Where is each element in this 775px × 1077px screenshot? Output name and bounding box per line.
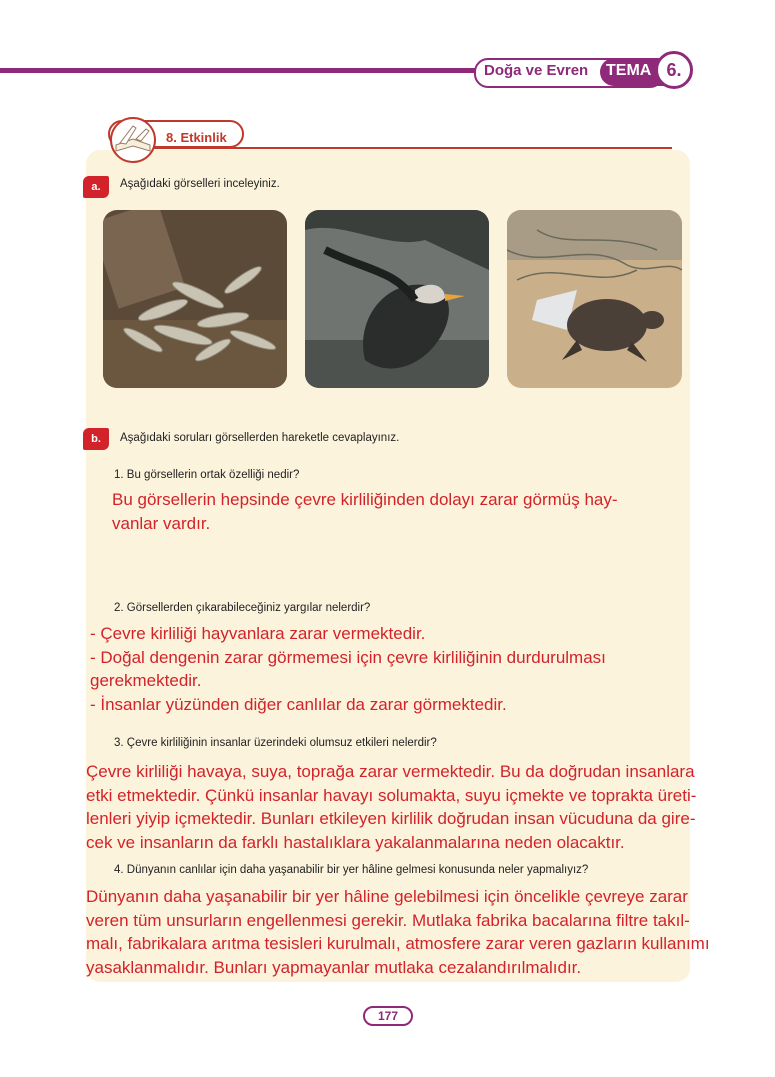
- section-a-instruction: Aşağıdaki görselleri inceleyiniz.: [120, 178, 280, 190]
- book-icon: [106, 113, 162, 163]
- answer-line: - Çevre kirliliği hayvanlara zarar vermektedir.: [90, 624, 426, 643]
- answer-line: - Doğal dengenin zarar görmemesi için çevre kirliliğinin durdurulması: [90, 647, 606, 667]
- answer-line: lenleri yiyip içmektedir. Bunları etkileyen kirlilik doğrudan insan vücuduna da gire-: [86, 809, 696, 828]
- oil-covered-bird-photo: [305, 210, 489, 388]
- answer-line: - İnsanlar yüzünden diğer canlılar da zarar görmektedir.: [90, 694, 507, 714]
- answer-line: veren tüm unsurların engellenmesi gerekir. Mutlaka fabrika bacalarına filtre takıl-: [86, 910, 690, 930]
- page-number: 177: [377, 1009, 399, 1023]
- answer-line: vanlar vardır.: [112, 513, 211, 533]
- question-4: 4. Dünyanın canlılar için daha yaşanabilir bir yer hâline gelmesi konusunda neler yapmalıyız?: [114, 864, 589, 876]
- turtle-in-net-photo: [507, 210, 682, 388]
- answer-line: malı, fabrikalara arıtma tesisleri kurulmalı, atmosfere zarar veren gazların kullanımı: [86, 934, 710, 953]
- answer-3: [86, 760, 770, 854]
- dead-fish-photo: [103, 210, 287, 388]
- answer-line: Çevre kirliliği havaya, suya, toprağa zarar vermektedir. Bu da doğrudan insanlara: [86, 762, 695, 781]
- section-a-marker: a.: [83, 176, 109, 198]
- question-2: 2. Görsellerden çıkarabileceğiniz yargılar nelerdir?: [114, 602, 371, 614]
- question-1: 1. Bu görsellerin ortak özelliği nedir?: [114, 469, 300, 481]
- answer-line: Dünyanın daha yaşanabilir bir yer hâline gelebilmesi için öncelikle çevreye zarar: [86, 887, 688, 906]
- answer-2: [90, 622, 685, 716]
- section-b-instruction: Aşağıdaki soruları görsellerden hareketle cevaplayınız.: [120, 432, 400, 444]
- answer-line: cek ve insanların da farklı hastalıklara yakalanmalarına neden olacaktır.: [86, 832, 625, 852]
- tema-number: 6.: [666, 60, 682, 80]
- activity-title: 8. Etkinlik: [166, 130, 227, 145]
- question-3: 3. Çevre kirliliğinin insanlar üzerindeki olumsuz etkileri nelerdir?: [114, 737, 437, 749]
- answer-1: [112, 488, 677, 535]
- header-title: Doğa ve Evren: [484, 62, 589, 79]
- answer-line: Bu görsellerin hepsinde çevre kirliliğinden dolayı zarar görmüş hay-: [112, 490, 618, 509]
- answer-line: yasaklanmalıdır. Bunları yapmayanlar mutlaka cezalandırılmalıdır.: [86, 957, 582, 977]
- answer-4: [86, 885, 770, 979]
- section-b-marker: b.: [83, 428, 109, 450]
- header-rule: [0, 68, 500, 73]
- tema-label: TEMA: [606, 62, 652, 79]
- answer-line: etki etmektedir. Çünkü insanlar havayı solumakta, suyu içmekte ve toprakta üreti-: [86, 785, 697, 805]
- answer-line: gerekmektedir.: [90, 671, 202, 690]
